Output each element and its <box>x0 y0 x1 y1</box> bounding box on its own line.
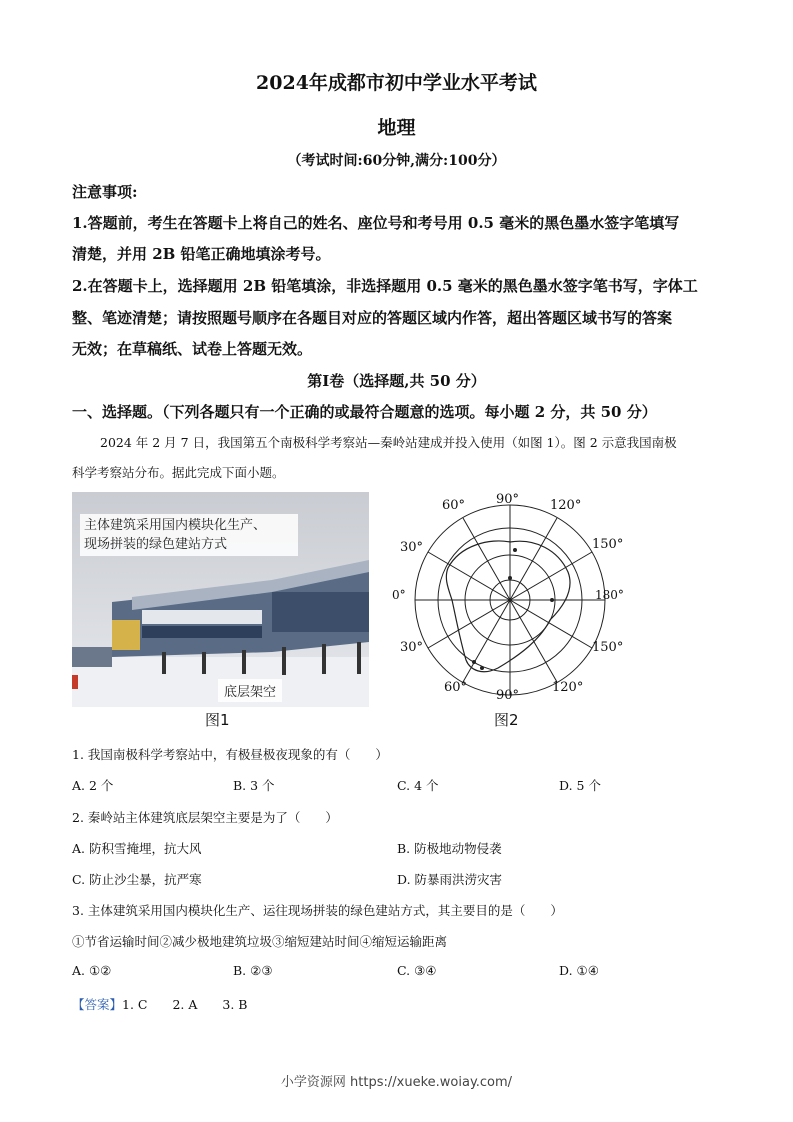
notice-line-2: 清楚，并用 2B 铅笔正确地填涂考号。 <box>72 245 331 263</box>
deg-left-lower: 30° <box>400 640 424 655</box>
deg-bottom: 90° <box>496 688 520 703</box>
deg-top-left: 60° <box>442 498 466 513</box>
notice-line-3: 2.在答题卡上，选择题用 2B 铅笔填涂，非选择题用 0.5 毫米的黑色墨水签字笔书写，字体工 <box>72 277 698 295</box>
exam-timing: （考试时间:60分钟,满分:100分） <box>287 153 506 169</box>
deg-top: 90° <box>496 492 520 507</box>
figure-2-label: 图2 <box>494 711 519 729</box>
question-2-stem: 2. 秦岭站主体建筑底层架空主要是为了（ ） <box>72 810 338 825</box>
page-footer[interactable]: 小学资源网 https://xueke.woiay.com/ <box>280 1075 513 1090</box>
q2-option-a[interactable]: A. 防积雪掩埋，抗大风 <box>72 841 202 856</box>
q3-option-a[interactable]: A. ①② <box>72 963 112 978</box>
intro-line-2: 科学考察站分布。据此完成下面小题。 <box>72 465 285 480</box>
notice-heading: 注意事项: <box>72 183 138 201</box>
answer-text: 1. C 2. A 3. B <box>122 997 248 1012</box>
q3-option-c[interactable]: C. ③④ <box>397 963 437 978</box>
fig1-caption-line-2: 现场拼装的绿色建站方式 <box>84 537 228 552</box>
fig1-bottom-caption: 底层架空 <box>218 679 282 702</box>
notice-line-5: 无效；在草稿纸、试卷上答题无效。 <box>72 340 313 358</box>
section-title: 第Ⅰ卷（选择题,共 50 分） <box>307 372 486 390</box>
exam-subject: 地理 <box>377 117 416 139</box>
figure-1-photo <box>72 492 369 707</box>
fig1-caption-line-1: 主体建筑采用国内模块化生产、 <box>84 518 267 533</box>
q2-option-b[interactable]: B. 防极地动物侵袭 <box>397 841 502 856</box>
q3-option-b[interactable]: B. ②③ <box>233 963 273 978</box>
notice-line-4: 整、笔迹清楚；请按照题号顺序在各题目对应的答题区域内作答，超出答题区域书写的答案 <box>72 309 673 327</box>
deg-top-right: 120° <box>550 498 582 513</box>
q1-option-c[interactable]: C. 4 个 <box>397 778 439 793</box>
deg-right-lower: 150° <box>592 640 624 655</box>
question-3-statements: ①节省运输时间②减少极地建筑垃圾③缩短建站时间④缩短运输距离 <box>72 934 448 949</box>
q2-option-c[interactable]: C. 防止沙尘暴，抗严寒 <box>72 872 202 887</box>
fig1-top-caption <box>80 514 298 556</box>
answer-tag: 【答案】 <box>72 997 123 1012</box>
figure-1-label: 图1 <box>205 711 230 729</box>
intro-line-1: 2024 年 2 月 7 日，我国第五个南极科学考察站—秦岭站建成并投入使用（如图 1）。图 2 示意我国南极 <box>100 435 677 450</box>
exam-title: 2024年成都市初中学业水平考试 <box>256 72 537 94</box>
deg-bottom-left: 60° <box>444 680 468 695</box>
question-3-stem: 3. 主体建筑采用国内模块化生产、运往现场拼装的绿色建站方式，其主要目的是（ ） <box>72 903 563 918</box>
deg-left: 0° <box>392 588 406 602</box>
deg-right: 180° <box>595 588 624 602</box>
deg-right-upper: 150° <box>592 537 624 552</box>
deg-left-upper: 30° <box>400 540 424 555</box>
question-1-stem: 1. 我国南极科学考察站中，有极昼极夜现象的有（ ） <box>72 747 388 762</box>
q2-option-d[interactable]: D. 防暴雨洪涝灾害 <box>397 872 503 887</box>
answer-line <box>72 995 248 1013</box>
q1-option-d[interactable]: D. 5 个 <box>559 778 601 793</box>
q3-option-d[interactable]: D. ①④ <box>559 963 599 978</box>
deg-bottom-right: 120° <box>552 680 584 695</box>
q1-option-b[interactable]: B. 3 个 <box>233 778 275 793</box>
q1-option-a[interactable]: A. 2 个 <box>72 778 114 793</box>
part-heading: 一、选择题。（下列各题只有一个正确的或最符合题意的选项。每小题 2 分，共 50 分） <box>72 403 657 421</box>
notice-line-1: 1.答题前，考生在答题卡上将自己的姓名、座位号和考号用 0.5 毫米的黑色墨水签字笔填写 <box>72 214 680 232</box>
figure-2-map <box>390 490 635 705</box>
